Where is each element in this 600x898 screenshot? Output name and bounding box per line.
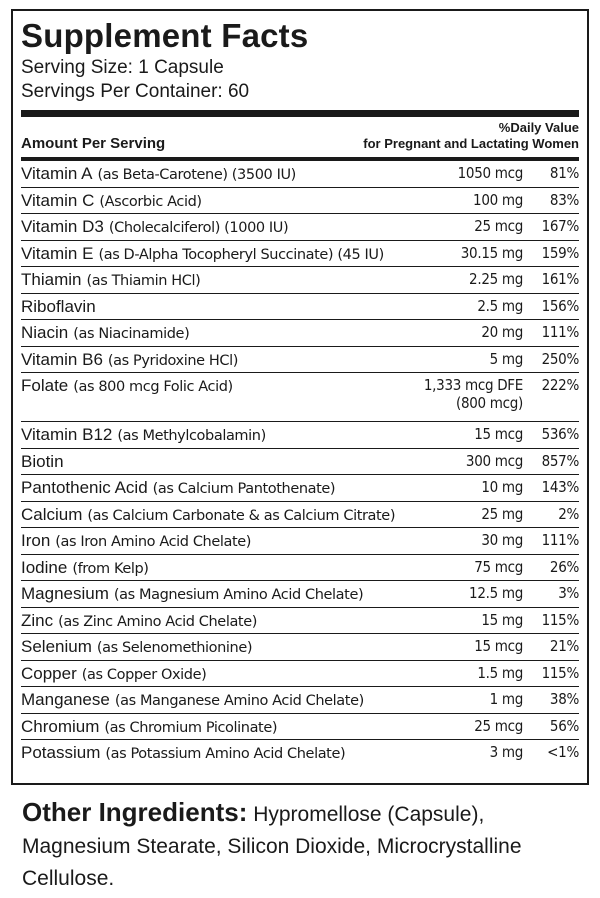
amount-value: 30.15 mg <box>460 243 523 262</box>
nutrient-source: (as 800 mcg Folic Acid) <box>73 379 233 395</box>
daily-value: 156% <box>541 296 579 315</box>
amount-value: 75 mcg <box>474 557 523 576</box>
nutrient-name: Selenium <box>21 637 92 656</box>
amount-cell <box>424 376 523 412</box>
servings-per-container: Servings Per Container: 60 <box>21 81 250 102</box>
nutrient-name: Vitamin B6 <box>21 349 103 369</box>
nutrient-cell <box>21 164 433 184</box>
nutrient-cell <box>21 637 433 657</box>
daily-value: 115% <box>541 663 579 682</box>
nutrient-name: Potassium <box>21 743 101 762</box>
nutrient-cell <box>21 478 433 498</box>
daily-value: 3% <box>558 584 579 602</box>
nutrient-source: (as Thiamin HCl) <box>86 273 201 289</box>
daily-value: 250% <box>541 349 579 368</box>
amount-cell <box>433 244 523 262</box>
daily-value-label: %Daily Value <box>498 120 579 135</box>
amount-cell <box>433 350 523 368</box>
amount-value: 12.5 mg <box>469 584 523 602</box>
daily-value: 111% <box>541 323 579 341</box>
amount-cell <box>433 270 523 288</box>
nutrient-cell <box>21 690 433 710</box>
amount-cell <box>433 217 523 235</box>
other-ingredients-label: Other Ingredients: <box>22 797 248 827</box>
amount-value: 300 mcg <box>465 451 523 470</box>
amount-value: 20 mg <box>481 323 523 341</box>
nutrient-source: (as Calcium Pantothenate) <box>152 481 336 497</box>
nutrient-source: (as Iron Amino Acid Chelate) <box>55 534 252 550</box>
nutrient-name: Vitamin E <box>21 243 94 263</box>
table-row <box>21 475 579 502</box>
nutrient-source: (as Selenomethionine) <box>96 640 253 656</box>
other-ingredients-text: Hypromellose (Capsule), Magnesium Stearate, Silicon Dioxide, Microcrystalline Cellulose. <box>22 803 522 890</box>
nutrient-name: Biotin <box>21 451 64 471</box>
nutrient-name: Iodine <box>21 557 68 577</box>
nutrient-cell <box>21 717 433 737</box>
amount-value: 1.5 mg <box>477 663 523 682</box>
amount-cell <box>433 164 523 182</box>
amount-value: 15 mcg <box>474 425 523 443</box>
nutrient-cell <box>21 584 433 604</box>
nutrient-cell <box>21 217 433 237</box>
nutrient-source: (as D-Alpha Tocopheryl Succinate) (45 IU) <box>98 246 384 263</box>
amount-cell <box>433 558 523 576</box>
nutrient-cell <box>21 244 433 264</box>
nutrient-source: (as Copper Oxide) <box>81 666 207 683</box>
amount-value: 2.25 mg <box>469 270 523 288</box>
nutrient-cell <box>21 191 433 211</box>
daily-value: 143% <box>541 478 579 496</box>
amount-secondary: (800 mcg) <box>455 394 523 412</box>
amount-value: 100 mg <box>473 190 523 209</box>
table-row <box>21 320 579 347</box>
amount-value: 1 mg <box>489 690 523 708</box>
amount-cell <box>433 584 523 602</box>
daily-value: 21% <box>549 637 579 655</box>
nutrient-name: Iron <box>21 531 51 550</box>
nutrient-name: Riboflavin <box>21 296 96 316</box>
table-row <box>21 528 579 555</box>
daily-value: 857% <box>541 451 579 470</box>
amount-cell <box>433 505 523 523</box>
nutrient-name: Magnesium <box>21 584 109 603</box>
nutrient-name: Manganese <box>21 690 110 709</box>
daily-value: 56% <box>549 716 579 735</box>
daily-value: 38% <box>549 690 579 708</box>
nutrient-name: Chromium <box>21 716 100 736</box>
nutrient-name: Niacin <box>21 323 69 342</box>
daily-value: 81% <box>549 164 579 182</box>
supplement-facts-panel <box>11 9 589 785</box>
nutrient-cell <box>21 531 433 551</box>
nutrient-cell <box>21 452 433 472</box>
nutrient-source: (as Zinc Amino Acid Chelate) <box>58 613 257 630</box>
amount-cell <box>433 690 523 708</box>
nutrient-name: Pantothenic Acid <box>21 478 148 497</box>
nutrient-source: (as Potassium Amino Acid Chelate) <box>105 746 346 762</box>
nutrient-name: Folate <box>21 376 69 395</box>
nutrient-cell <box>21 505 433 525</box>
other-ingredients <box>22 796 592 895</box>
amount-cell <box>433 191 523 209</box>
table-row <box>21 555 579 582</box>
nutrient-name: Calcium <box>21 504 83 524</box>
nutrient-source: (from Kelp) <box>72 560 149 577</box>
daily-value: 161% <box>541 270 579 288</box>
amount-value: 25 mcg <box>474 217 523 235</box>
table-row <box>21 241 579 268</box>
amount-value: 15 mg <box>481 610 523 629</box>
table-row <box>21 740 579 767</box>
daily-value-header <box>363 120 579 152</box>
amount-cell <box>433 297 523 315</box>
amount-value: 1,333 mcg DFE <box>423 376 523 394</box>
amount-cell <box>433 743 523 761</box>
amount-value: 25 mcg <box>474 716 523 735</box>
table-row <box>21 347 579 374</box>
nutrient-source: (as Pyridoxine HCl) <box>107 352 238 369</box>
nutrient-cell <box>21 425 433 445</box>
nutrient-cell <box>21 323 433 343</box>
serving-size: Serving Size: 1 Capsule <box>21 57 224 78</box>
amount-cell <box>433 664 523 682</box>
amount-value: 2.5 mg <box>477 296 523 315</box>
nutrient-cell <box>21 611 433 631</box>
amount-value: 3 mg <box>489 743 523 761</box>
column-header <box>21 117 579 157</box>
table-row <box>21 581 579 608</box>
nutrient-name: Vitamin D3 <box>21 217 104 236</box>
amount-cell <box>433 478 523 496</box>
nutrient-cell <box>21 350 433 370</box>
table-row <box>21 714 579 741</box>
amount-cell <box>433 531 523 549</box>
amount-cell <box>433 425 523 443</box>
nutrient-table <box>21 161 579 767</box>
nutrient-name: Vitamin C <box>21 190 95 210</box>
nutrient-source: (as Manganese Amino Acid Chelate) <box>114 693 364 709</box>
table-row <box>21 161 579 188</box>
table-row <box>21 687 579 714</box>
daily-value: 536% <box>541 425 579 443</box>
table-row <box>21 502 579 529</box>
table-row <box>21 608 579 635</box>
amount-cell <box>433 323 523 341</box>
nutrient-name: Copper <box>21 663 77 683</box>
table-row <box>21 214 579 241</box>
nutrient-name: Vitamin B12 <box>21 425 113 444</box>
daily-value: 26% <box>549 557 579 576</box>
daily-value: 111% <box>541 531 579 549</box>
table-row <box>21 422 579 449</box>
table-row <box>21 267 579 294</box>
nutrient-source: (as Calcium Carbonate & as Calcium Citrate) <box>87 507 396 524</box>
table-row <box>21 661 579 688</box>
daily-value: 222% <box>541 376 579 394</box>
nutrient-source: (as Niacinamide) <box>73 326 190 342</box>
nutrient-name: Zinc <box>21 610 54 630</box>
daily-value: 159% <box>541 243 579 262</box>
nutrient-cell <box>21 297 433 317</box>
table-row <box>21 373 579 422</box>
nutrient-source: (as Beta-Carotene) (3500 IU) <box>97 167 296 183</box>
nutrient-source: (Cholecalciferol) (1000 IU) <box>108 220 289 236</box>
amount-value: 30 mg <box>481 531 523 549</box>
daily-value: 115% <box>541 610 579 629</box>
amount-value: 15 mcg <box>474 637 523 655</box>
table-row <box>21 449 579 476</box>
nutrient-cell <box>21 376 424 396</box>
amount-cell <box>433 637 523 655</box>
nutrient-cell <box>21 270 433 290</box>
nutrient-source: (Ascorbic Acid) <box>99 193 202 210</box>
daily-value-population: for Pregnant and Lactating Women <box>363 136 579 151</box>
nutrient-cell <box>21 558 433 578</box>
panel-title: Supplement Facts <box>21 17 309 54</box>
nutrient-source: (as Magnesium Amino Acid Chelate) <box>113 587 364 603</box>
thick-divider <box>21 110 579 117</box>
nutrient-cell <box>21 743 433 763</box>
amount-per-serving-label: Amount Per Serving <box>21 135 166 152</box>
amount-value: 1050 mcg <box>457 164 523 182</box>
daily-value: 83% <box>549 190 579 209</box>
amount-value: 5 mg <box>489 349 523 368</box>
amount-cell <box>433 452 523 470</box>
nutrient-source: (as Methylcobalamin) <box>117 428 266 444</box>
nutrient-name: Vitamin A <box>21 164 93 183</box>
daily-value: <1% <box>547 743 579 761</box>
amount-value: 25 mg <box>481 504 523 523</box>
nutrient-cell <box>21 664 433 684</box>
table-row <box>21 294 579 321</box>
daily-value: 2% <box>558 504 579 523</box>
daily-value: 167% <box>541 217 579 235</box>
amount-cell <box>433 717 523 735</box>
amount-value: 10 mg <box>481 478 523 496</box>
nutrient-source: (as Chromium Picolinate) <box>104 719 278 736</box>
table-row <box>21 188 579 215</box>
table-row <box>21 634 579 661</box>
amount-cell <box>433 611 523 629</box>
nutrient-name: Thiamin <box>21 270 82 289</box>
